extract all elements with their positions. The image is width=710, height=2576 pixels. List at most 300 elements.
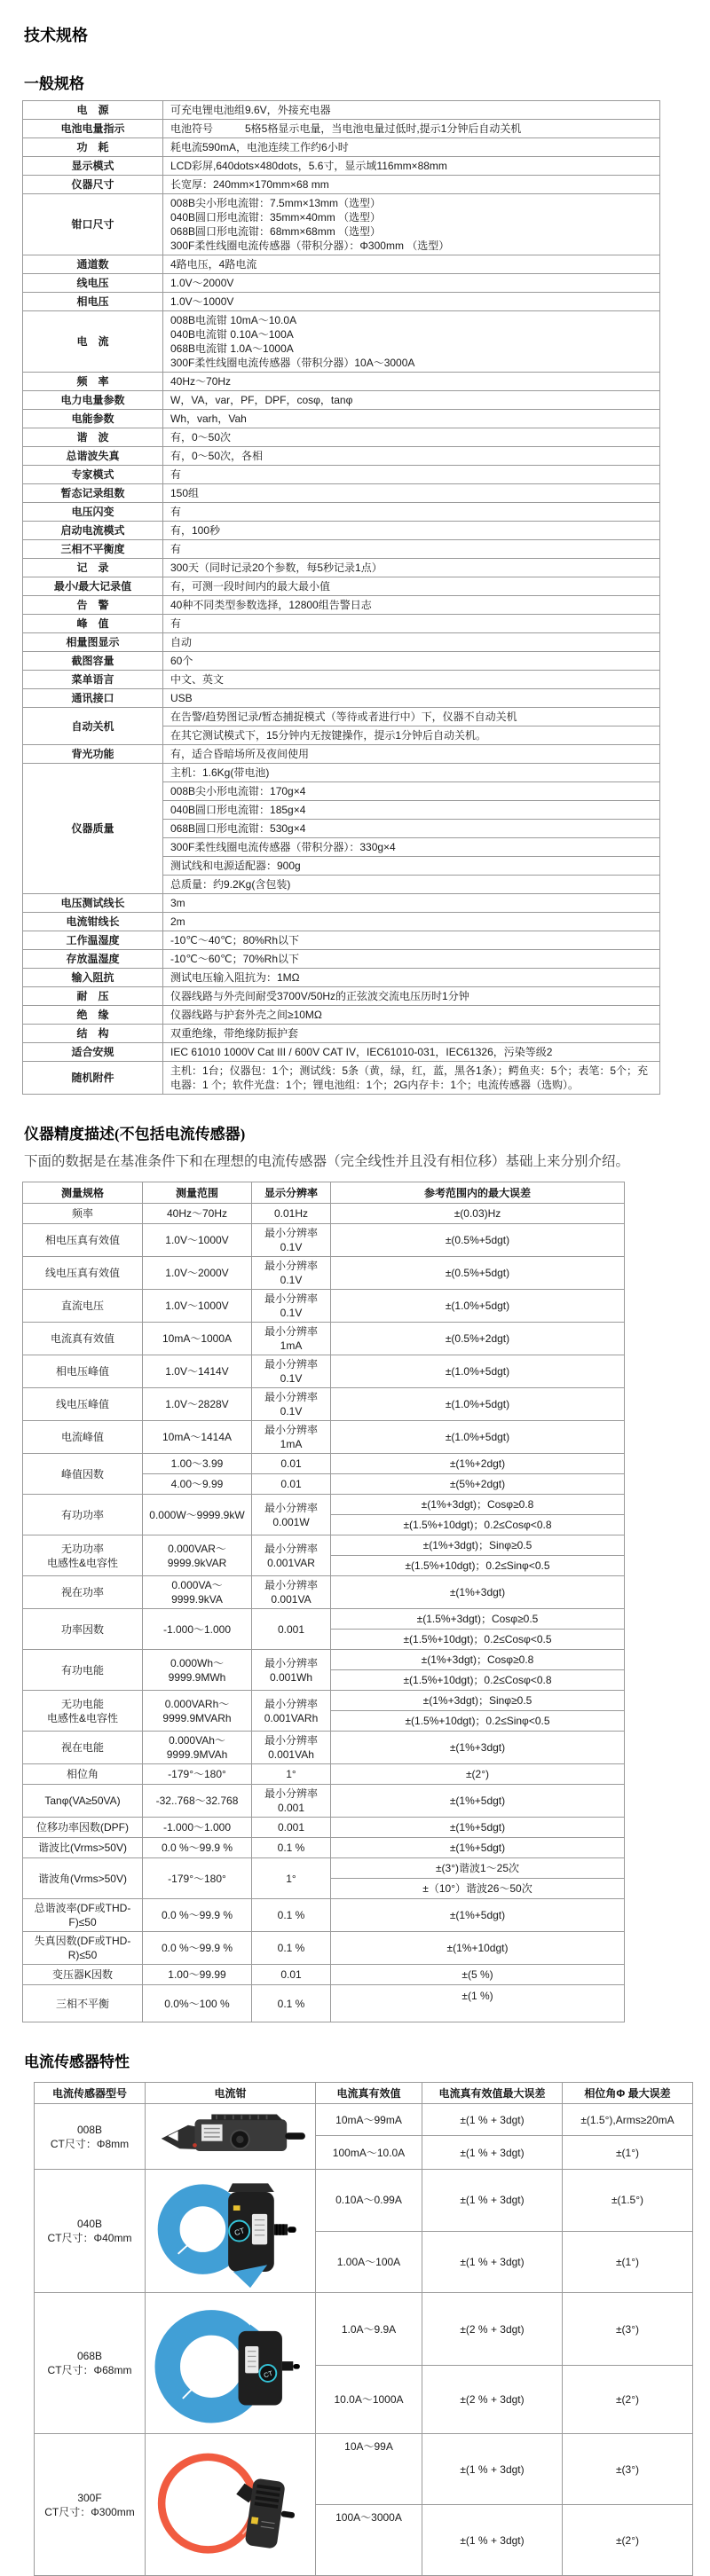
table-row <box>23 596 660 615</box>
row-label: 总谐波失真 <box>23 447 163 466</box>
row-value: 1.00～3.99 <box>143 1454 252 1474</box>
row-value: ±(3°) <box>563 2293 693 2366</box>
row-value: 最小分辨率0.001W <box>252 1495 331 1535</box>
row-value: 4路电压，4路电流 <box>163 255 660 274</box>
table-row <box>23 1764 625 1785</box>
row-value: 三相不平衡 <box>23 1985 143 2022</box>
table-row <box>23 1899 625 1932</box>
row-value: 峰值因数 <box>23 1454 143 1495</box>
row-value: 有，0～50次，各相 <box>163 447 660 466</box>
row-label: 工作温湿度 <box>23 931 163 950</box>
table-row <box>23 745 660 764</box>
row-value: 视在电能 <box>23 1732 143 1764</box>
column-header: 相位角Φ 最大误差 <box>563 2083 693 2104</box>
table-row <box>23 120 660 138</box>
table-row <box>23 931 660 950</box>
row-value: 测试电压输入阻抗为：1MΩ <box>163 969 660 987</box>
row-value: ±(1 %) <box>331 1985 625 2022</box>
row-value: 电池符号 5格5格显示电量，当电池电量过低时,提示1分钟后自动关机 <box>163 120 660 138</box>
row-value: 008B CT尺寸：Φ8mm <box>35 2104 146 2170</box>
row-value: 最小分辨率0.001VAh <box>252 1732 331 1764</box>
row-label: 谐 波 <box>23 428 163 447</box>
row-value: 双重绝缘，带绝缘防振护套 <box>163 1025 660 1043</box>
row-value: ±(2°) <box>563 2505 693 2576</box>
row-label: 输入阻抗 <box>23 969 163 987</box>
row-value: 1° <box>252 1858 331 1899</box>
row-value: 最小分辨率0.001 <box>252 1785 331 1818</box>
row-value: ±(1.5%+10dgt)；0.2≤Cosφ<0.8 <box>331 1515 625 1535</box>
row-label: 电流钳线长 <box>23 913 163 931</box>
row-label: 背光功能 <box>23 745 163 764</box>
column-header: 电流传感器型号 <box>35 2083 146 2104</box>
row-value: 最小分辨率1mA <box>252 1421 331 1454</box>
row-value: 可充电锂电池组9.6V，外接充电器 <box>163 101 660 120</box>
row-value: ±(0.5%+5dgt) <box>331 1224 625 1257</box>
row-label: 适合安规 <box>23 1043 163 1062</box>
row-value: ±(1.0%+5dgt) <box>331 1388 625 1421</box>
row-value: 无功功率 电感性&电容性 <box>23 1535 143 1576</box>
row-value: 有 <box>163 615 660 633</box>
row-value: 有，100秒 <box>163 522 660 540</box>
row-value: 040B圆口形电流钳：185g×4 <box>163 801 660 820</box>
table-row <box>23 1454 625 1474</box>
table-row <box>23 311 660 373</box>
row-value: ±(0.03)Hz <box>331 1204 625 1224</box>
table-row <box>23 913 660 931</box>
row-value: ±(1.5°) <box>563 2170 693 2232</box>
row-value: 0.10A～0.99A <box>316 2170 422 2232</box>
table-row <box>23 522 660 540</box>
row-value: 0.000VAR～9999.9kVAR <box>143 1535 252 1576</box>
row-value: LCD彩屏,640dots×480dots，5.6寸，显示域116mm×88mm <box>163 157 660 176</box>
row-label: 电 流 <box>23 311 163 373</box>
table-row <box>23 484 660 503</box>
row-value: ±(1 % + 3dgt) <box>422 2170 563 2232</box>
row-value: ±(2°) <box>563 2366 693 2434</box>
row-value: ±(1%+3dgt)；Sinφ≥0.5 <box>331 1535 625 1556</box>
clamp-photo-008b <box>150 2108 312 2166</box>
row-value: 0.000Wh～9999.9MWh <box>143 1650 252 1691</box>
row-value: 线电压峰值 <box>23 1388 143 1421</box>
row-value: 0.000VA～9999.9kVA <box>143 1576 252 1609</box>
row-value: 0.001 <box>252 1609 331 1650</box>
row-label: 暂态记录组数 <box>23 484 163 503</box>
table-row <box>23 1535 625 1556</box>
row-value: 最小分辨率1mA <box>252 1323 331 1355</box>
row-label: 电压闪变 <box>23 503 163 522</box>
table-row <box>23 1388 625 1421</box>
row-value: 自动 <box>163 633 660 652</box>
table-row <box>23 1818 625 1838</box>
table-row <box>23 1609 625 1630</box>
row-label: 随机附件 <box>23 1062 163 1095</box>
table-row <box>23 101 660 120</box>
row-value: 总质量：约9.2Kg(含包装) <box>163 876 660 894</box>
row-value: ±(1.5%+10dgt)；0.2≤Cosφ<0.5 <box>331 1630 625 1650</box>
current-sensor-table <box>34 2082 693 2576</box>
row-value: 10mA～99mA <box>316 2104 422 2136</box>
row-value: ±(1.5°),Arms≥20mA <box>563 2104 693 2136</box>
column-header: 显示分辨率 <box>252 1182 331 1204</box>
row-value: 1.0V～1000V <box>143 1290 252 1323</box>
row-label: 专家模式 <box>23 466 163 484</box>
svg-text:CT: CT <box>233 2226 246 2238</box>
row-value: 有 <box>163 503 660 522</box>
table-row <box>23 987 660 1006</box>
row-value: 008B电流钳 10mA～10.0A 040B电流钳 0.10A～100A 068B电流钳 1.0A～1000A 300F柔性线圈电流传感器（带积分器）10A～3000A <box>163 311 660 373</box>
row-value: 变压器K因数 <box>23 1965 143 1985</box>
row-label: 频 率 <box>23 373 163 391</box>
row-value: 40Hz～70Hz <box>163 373 660 391</box>
row-value: Wh，varh，Vah <box>163 410 660 428</box>
row-value: ±(1.5%+3dgt)；Cosφ≥0.5 <box>331 1609 625 1630</box>
table-row <box>23 293 660 311</box>
clamp-photo-040b <box>149 2172 312 2290</box>
row-label: 存放温湿度 <box>23 950 163 969</box>
row-label: 电压测试线长 <box>23 894 163 913</box>
row-value: 1.0V～2828V <box>143 1388 252 1421</box>
row-label: 菜单语言 <box>23 671 163 689</box>
row-value: 视在功率 <box>23 1576 143 1609</box>
row-value: 1.0V～1000V <box>143 1224 252 1257</box>
row-value: ±(1%+5dgt) <box>331 1818 625 1838</box>
row-value: ±(1 % + 3dgt) <box>422 2104 563 2136</box>
table-row <box>23 1732 625 1764</box>
table-row <box>23 1323 625 1355</box>
table-row <box>23 1290 625 1323</box>
row-value: 0.0 %～99.9 % <box>143 1838 252 1858</box>
row-value: ±(1.5%+10dgt)；0.2≤Cosφ<0.8 <box>331 1670 625 1691</box>
row-value: 主机：1台；仪器包：1个；测试线：5条（黄，绿，红，蓝，黑各1条）；鳄鱼夹：5个；表笔：5个；充电器：1 个；软件光盘：1个；锂电池组：1个；2G内存卡：1个；电流传感器（选购）。 <box>163 1062 660 1095</box>
row-value: 电流真有效值 <box>23 1323 143 1355</box>
row-value: 1.00A～100A <box>316 2231 422 2293</box>
row-value: 总谐波率(DF或THD-F)≤50 <box>23 1899 143 1932</box>
row-value: 有，适合昏暗场所及夜间使用 <box>163 745 660 764</box>
row-value: 相位角 <box>23 1764 143 1785</box>
table-row <box>23 176 660 194</box>
table-row <box>23 1985 625 2022</box>
row-value: 008B尖小形电流钳：170g×4 <box>163 782 660 801</box>
row-value: 最小分辨率0.1V <box>252 1224 331 1257</box>
row-value: 位移功率因数(DPF) <box>23 1818 143 1838</box>
accuracy-intro-paragraph: 下面的数据是在基准条件下和在理想的电流传感器（完全线性并且没有相位移）基础上来分别介绍。 <box>24 1154 630 1169</box>
row-value: ±(2°) <box>331 1764 625 1785</box>
row-value: ±(3°)谐波1～25次 <box>331 1858 625 1879</box>
table-row <box>23 764 660 782</box>
row-value: ±(1.5%+10dgt)；0.2≤Sinφ<0.5 <box>331 1711 625 1732</box>
row-value: 相电压峰值 <box>23 1355 143 1388</box>
row-value: ±(1 % + 3dgt) <box>422 2505 563 2576</box>
row-value: 主机：1.6Kg(带电池) <box>163 764 660 782</box>
row-value: Tanφ(VA≥50VA) <box>23 1785 143 1818</box>
row-label: 启动电流模式 <box>23 522 163 540</box>
column-header: 测量规格 <box>23 1182 143 1204</box>
table-row <box>23 1650 625 1670</box>
row-label: 电 源 <box>23 101 163 120</box>
row-value: 耗电流590mA，电池连续工作约6小时 <box>163 138 660 157</box>
row-value: ±(1 % + 3dgt) <box>422 2434 563 2505</box>
column-header: 电流真有效值 <box>316 2083 422 2104</box>
row-label: 电力电量参数 <box>23 391 163 410</box>
table-row <box>23 157 660 176</box>
row-value: 0.1 % <box>252 1985 331 2022</box>
row-value: 0.1 % <box>252 1899 331 1932</box>
row-value: 频率 <box>23 1204 143 1224</box>
row-value: 068B CT尺寸：Φ68mm <box>35 2293 146 2434</box>
row-value: 电流峰值 <box>23 1421 143 1454</box>
table-row <box>23 503 660 522</box>
row-value: 300F CT尺寸：Φ300mm <box>35 2434 146 2576</box>
row-value: 在其它测试模式下，15分钟内无按键操作，提示1分钟后自动关机。 <box>163 726 660 745</box>
row-value: ±(2 % + 3dgt) <box>422 2366 563 2434</box>
row-value: ±(1%+10dgt) <box>331 1932 625 1965</box>
row-value: 谐波角(Vrms>50V) <box>23 1858 143 1899</box>
table-row <box>23 969 660 987</box>
spec-document <box>0 23 710 2576</box>
table-row <box>23 1838 625 1858</box>
row-label: 电能参数 <box>23 410 163 428</box>
row-value: ±(1%+5dgt) <box>331 1899 625 1932</box>
row-value: 10mA～1414A <box>143 1421 252 1454</box>
table-row <box>23 194 660 255</box>
row-label: 电池电量指示 <box>23 120 163 138</box>
row-value: ±(3°) <box>563 2434 693 2505</box>
row-label: 线电压 <box>23 274 163 293</box>
row-value: W，VA，var，PF，DPF，cosφ，tanφ <box>163 391 660 410</box>
table-row <box>23 1858 625 1879</box>
table-row <box>23 447 660 466</box>
table-row <box>23 615 660 633</box>
section-general-title: 一般规格 <box>24 75 84 92</box>
row-value: ±(5%+2dgt) <box>331 1474 625 1495</box>
row-value: 0.01 <box>252 1965 331 1985</box>
table-row <box>23 1965 625 1985</box>
table-row <box>23 255 660 274</box>
row-value: 有 <box>163 466 660 484</box>
row-label: 耐 压 <box>23 987 163 1006</box>
row-value: -10℃～60℃；70%Rh以下 <box>163 950 660 969</box>
table-row <box>23 671 660 689</box>
row-value: 功率因数 <box>23 1609 143 1650</box>
row-value: 10.0A～1000A <box>316 2366 422 2434</box>
table-row <box>35 2170 693 2232</box>
row-value: ±(5 %) <box>331 1965 625 1985</box>
row-value: 1.0V～2000V <box>163 274 660 293</box>
row-value: USB <box>163 689 660 708</box>
row-value: 谐波比(Vrms>50V) <box>23 1838 143 1858</box>
row-label: 功 耗 <box>23 138 163 157</box>
table-row <box>23 1043 660 1062</box>
row-value: 1.00～99.99 <box>143 1965 252 1985</box>
row-value: -32..768～32.768 <box>143 1785 252 1818</box>
row-value: 长宽厚：240mm×170mm×68 mm <box>163 176 660 194</box>
row-value: ±(1.0%+5dgt) <box>331 1421 625 1454</box>
row-value: 0.01Hz <box>252 1204 331 1224</box>
row-value: 1.0V～1000V <box>163 293 660 311</box>
row-label: 结 构 <box>23 1025 163 1043</box>
clamp-image-008b <box>146 2104 316 2170</box>
table-row <box>23 1204 625 1224</box>
row-value: 0.0%～100 % <box>143 1985 252 2022</box>
table-row <box>23 577 660 596</box>
table-row <box>23 428 660 447</box>
clamp-image-040b <box>146 2170 316 2293</box>
row-value: 0.000W～9999.9kW <box>143 1495 252 1535</box>
row-value: 1.0V～1414V <box>143 1355 252 1388</box>
row-value: 100A～3000A <box>316 2505 422 2576</box>
table-row <box>23 708 660 726</box>
row-label: 钳口尺寸 <box>23 194 163 255</box>
table-row <box>23 894 660 913</box>
row-value: ±(1%+5dgt) <box>331 1838 625 1858</box>
row-value: 300F柔性线圈电流传感器（带积分器）：330g×4 <box>163 838 660 857</box>
table-row <box>23 652 660 671</box>
row-value: 0.0 %～99.9 % <box>143 1932 252 1965</box>
row-value: ±(1.0%+5dgt) <box>331 1355 625 1388</box>
row-value: 失真因数(DF或THD-R)≤50 <box>23 1932 143 1965</box>
row-value: 最小分辨率0.001VAR <box>252 1535 331 1576</box>
row-label: 仪器尺寸 <box>23 176 163 194</box>
row-value: 最小分辨率0.1V <box>252 1257 331 1290</box>
row-value: ±(1%+3dgt)；Sinφ≥0.5 <box>331 1691 625 1711</box>
row-value: 40种不同类型参数选择，12800组告警日志 <box>163 596 660 615</box>
table-row <box>23 274 660 293</box>
row-value: 4.00～9.99 <box>143 1474 252 1495</box>
table-row <box>23 540 660 559</box>
table-row <box>23 559 660 577</box>
row-value: 中文、英文 <box>163 671 660 689</box>
row-value: -179°～180° <box>143 1764 252 1785</box>
row-label: 峰 值 <box>23 615 163 633</box>
table-row <box>23 373 660 391</box>
row-value: 10A～99A <box>316 2434 422 2505</box>
table-row <box>23 1006 660 1025</box>
row-value: 有，可测一段时间内的最大最小值 <box>163 577 660 596</box>
row-value: 3m <box>163 894 660 913</box>
row-value: 无功电能 电感性&电容性 <box>23 1691 143 1732</box>
row-value: 0.001 <box>252 1818 331 1838</box>
row-value: 最小分辨率0.1V <box>252 1388 331 1421</box>
table-row <box>23 1257 625 1290</box>
row-value: 150组 <box>163 484 660 503</box>
row-value: 0.01 <box>252 1474 331 1495</box>
row-value: -10℃～40℃；80%Rh以下 <box>163 931 660 950</box>
page-title: 技术规格 <box>24 27 88 44</box>
clamp-image-300f <box>146 2434 316 2576</box>
table-row <box>23 138 660 157</box>
table-row <box>23 1224 625 1257</box>
accuracy-spec-table <box>22 1182 625 2022</box>
row-value: 0.0 %～99.9 % <box>143 1899 252 1932</box>
row-value: ±(2 % + 3dgt) <box>422 2293 563 2366</box>
table-row <box>23 1576 625 1609</box>
row-value: ±(1.5%+10dgt)；0.2≤Sinφ<0.5 <box>331 1556 625 1576</box>
table-row <box>23 633 660 652</box>
row-label: 相量图显示 <box>23 633 163 652</box>
row-label: 三相不平衡度 <box>23 540 163 559</box>
table-row <box>23 1062 660 1095</box>
row-value: 0.1 % <box>252 1838 331 1858</box>
section-accuracy-title: 仪器精度描述(不包括电流传感器) <box>24 1126 246 1143</box>
table-row <box>23 1785 625 1818</box>
row-value: ±（10°）谐波26～50次 <box>331 1879 625 1899</box>
row-value: 仪器线路与护套外壳之间≥10MΩ <box>163 1006 660 1025</box>
row-value: 0.1 % <box>252 1932 331 1965</box>
column-header: 测量范围 <box>143 1182 252 1204</box>
row-value: -1.000～1.000 <box>143 1609 252 1650</box>
row-value: 0.01 <box>252 1454 331 1474</box>
row-value: 1.0A～9.9A <box>316 2293 422 2366</box>
table-row <box>23 1495 625 1515</box>
row-value: 最小分辨率0.001VARh <box>252 1691 331 1732</box>
table-row <box>35 2434 693 2505</box>
row-label: 通讯接口 <box>23 689 163 708</box>
row-value: ±(1%+3dgt)；Cosφ≥0.8 <box>331 1495 625 1515</box>
row-value: 仪器线路与外壳间耐受3700V/50Hz的正弦波交流电压历时1分钟 <box>163 987 660 1006</box>
row-value: 最小分辨率0.001Wh <box>252 1650 331 1691</box>
table-row <box>35 2104 693 2136</box>
section-sensors-title: 电流传感器特性 <box>24 2054 130 2070</box>
row-value: 2m <box>163 913 660 931</box>
row-value: 100mA～10.0A <box>316 2136 422 2170</box>
row-value: ±(1 % + 3dgt) <box>422 2231 563 2293</box>
clamp-photo-068b <box>149 2296 312 2431</box>
row-label: 最小/最大记录值 <box>23 577 163 596</box>
row-value: 有功功率 <box>23 1495 143 1535</box>
row-value: ±(1°) <box>563 2136 693 2170</box>
row-label: 相电压 <box>23 293 163 311</box>
row-label: 截图容量 <box>23 652 163 671</box>
row-value: 直流电压 <box>23 1290 143 1323</box>
row-value: 0.000VAh～9999.9MVAh <box>143 1732 252 1764</box>
clamp-image-068b <box>146 2293 316 2434</box>
row-value: 有，0～50次 <box>163 428 660 447</box>
row-value: 最小分辨率0.1V <box>252 1290 331 1323</box>
row-label: 告 警 <box>23 596 163 615</box>
row-value: ±(1%+5dgt) <box>331 1785 625 1818</box>
row-value: -1.000～1.000 <box>143 1818 252 1838</box>
row-value: ±(1.0%+5dgt) <box>331 1290 625 1323</box>
column-header: 电流真有效值最大误差 <box>422 2083 563 2104</box>
row-value: 10mA～1000A <box>143 1323 252 1355</box>
row-value: 最小分辨率0.1V <box>252 1355 331 1388</box>
row-value: 最小分辨率0.001VA <box>252 1576 331 1609</box>
table-row <box>23 1025 660 1043</box>
row-value: IEC 61010 1000V Cat III / 600V CAT IV，IEC61010-031，IEC61326，污染等级2 <box>163 1043 660 1062</box>
row-label: 显示模式 <box>23 157 163 176</box>
row-value: ±(1%+3dgt)；Cosφ≥0.8 <box>331 1650 625 1670</box>
row-value: 0.000VARh～9999.9MVARh <box>143 1691 252 1732</box>
row-value: 040B CT尺寸：Φ40mm <box>35 2170 146 2293</box>
row-label: 通道数 <box>23 255 163 274</box>
row-label: 绝 缘 <box>23 1006 163 1025</box>
row-value: 068B圆口形电流钳：530g×4 <box>163 820 660 838</box>
row-value: 有 <box>163 540 660 559</box>
row-value: ±(1%+3dgt) <box>331 1576 625 1609</box>
column-header: 电流钳 <box>146 2083 316 2104</box>
row-label: 仪器质量 <box>23 764 163 894</box>
table-row <box>23 1355 625 1388</box>
clamp-photo-300f <box>149 2438 312 2572</box>
table-row <box>35 2293 693 2366</box>
svg-text:CT: CT <box>262 2368 273 2380</box>
table-row <box>23 391 660 410</box>
row-label: 自动关机 <box>23 708 163 745</box>
table-row <box>23 1421 625 1454</box>
row-value: ±(1 % + 3dgt) <box>422 2136 563 2170</box>
row-value: -179°～180° <box>143 1858 252 1899</box>
table-row <box>23 1932 625 1965</box>
